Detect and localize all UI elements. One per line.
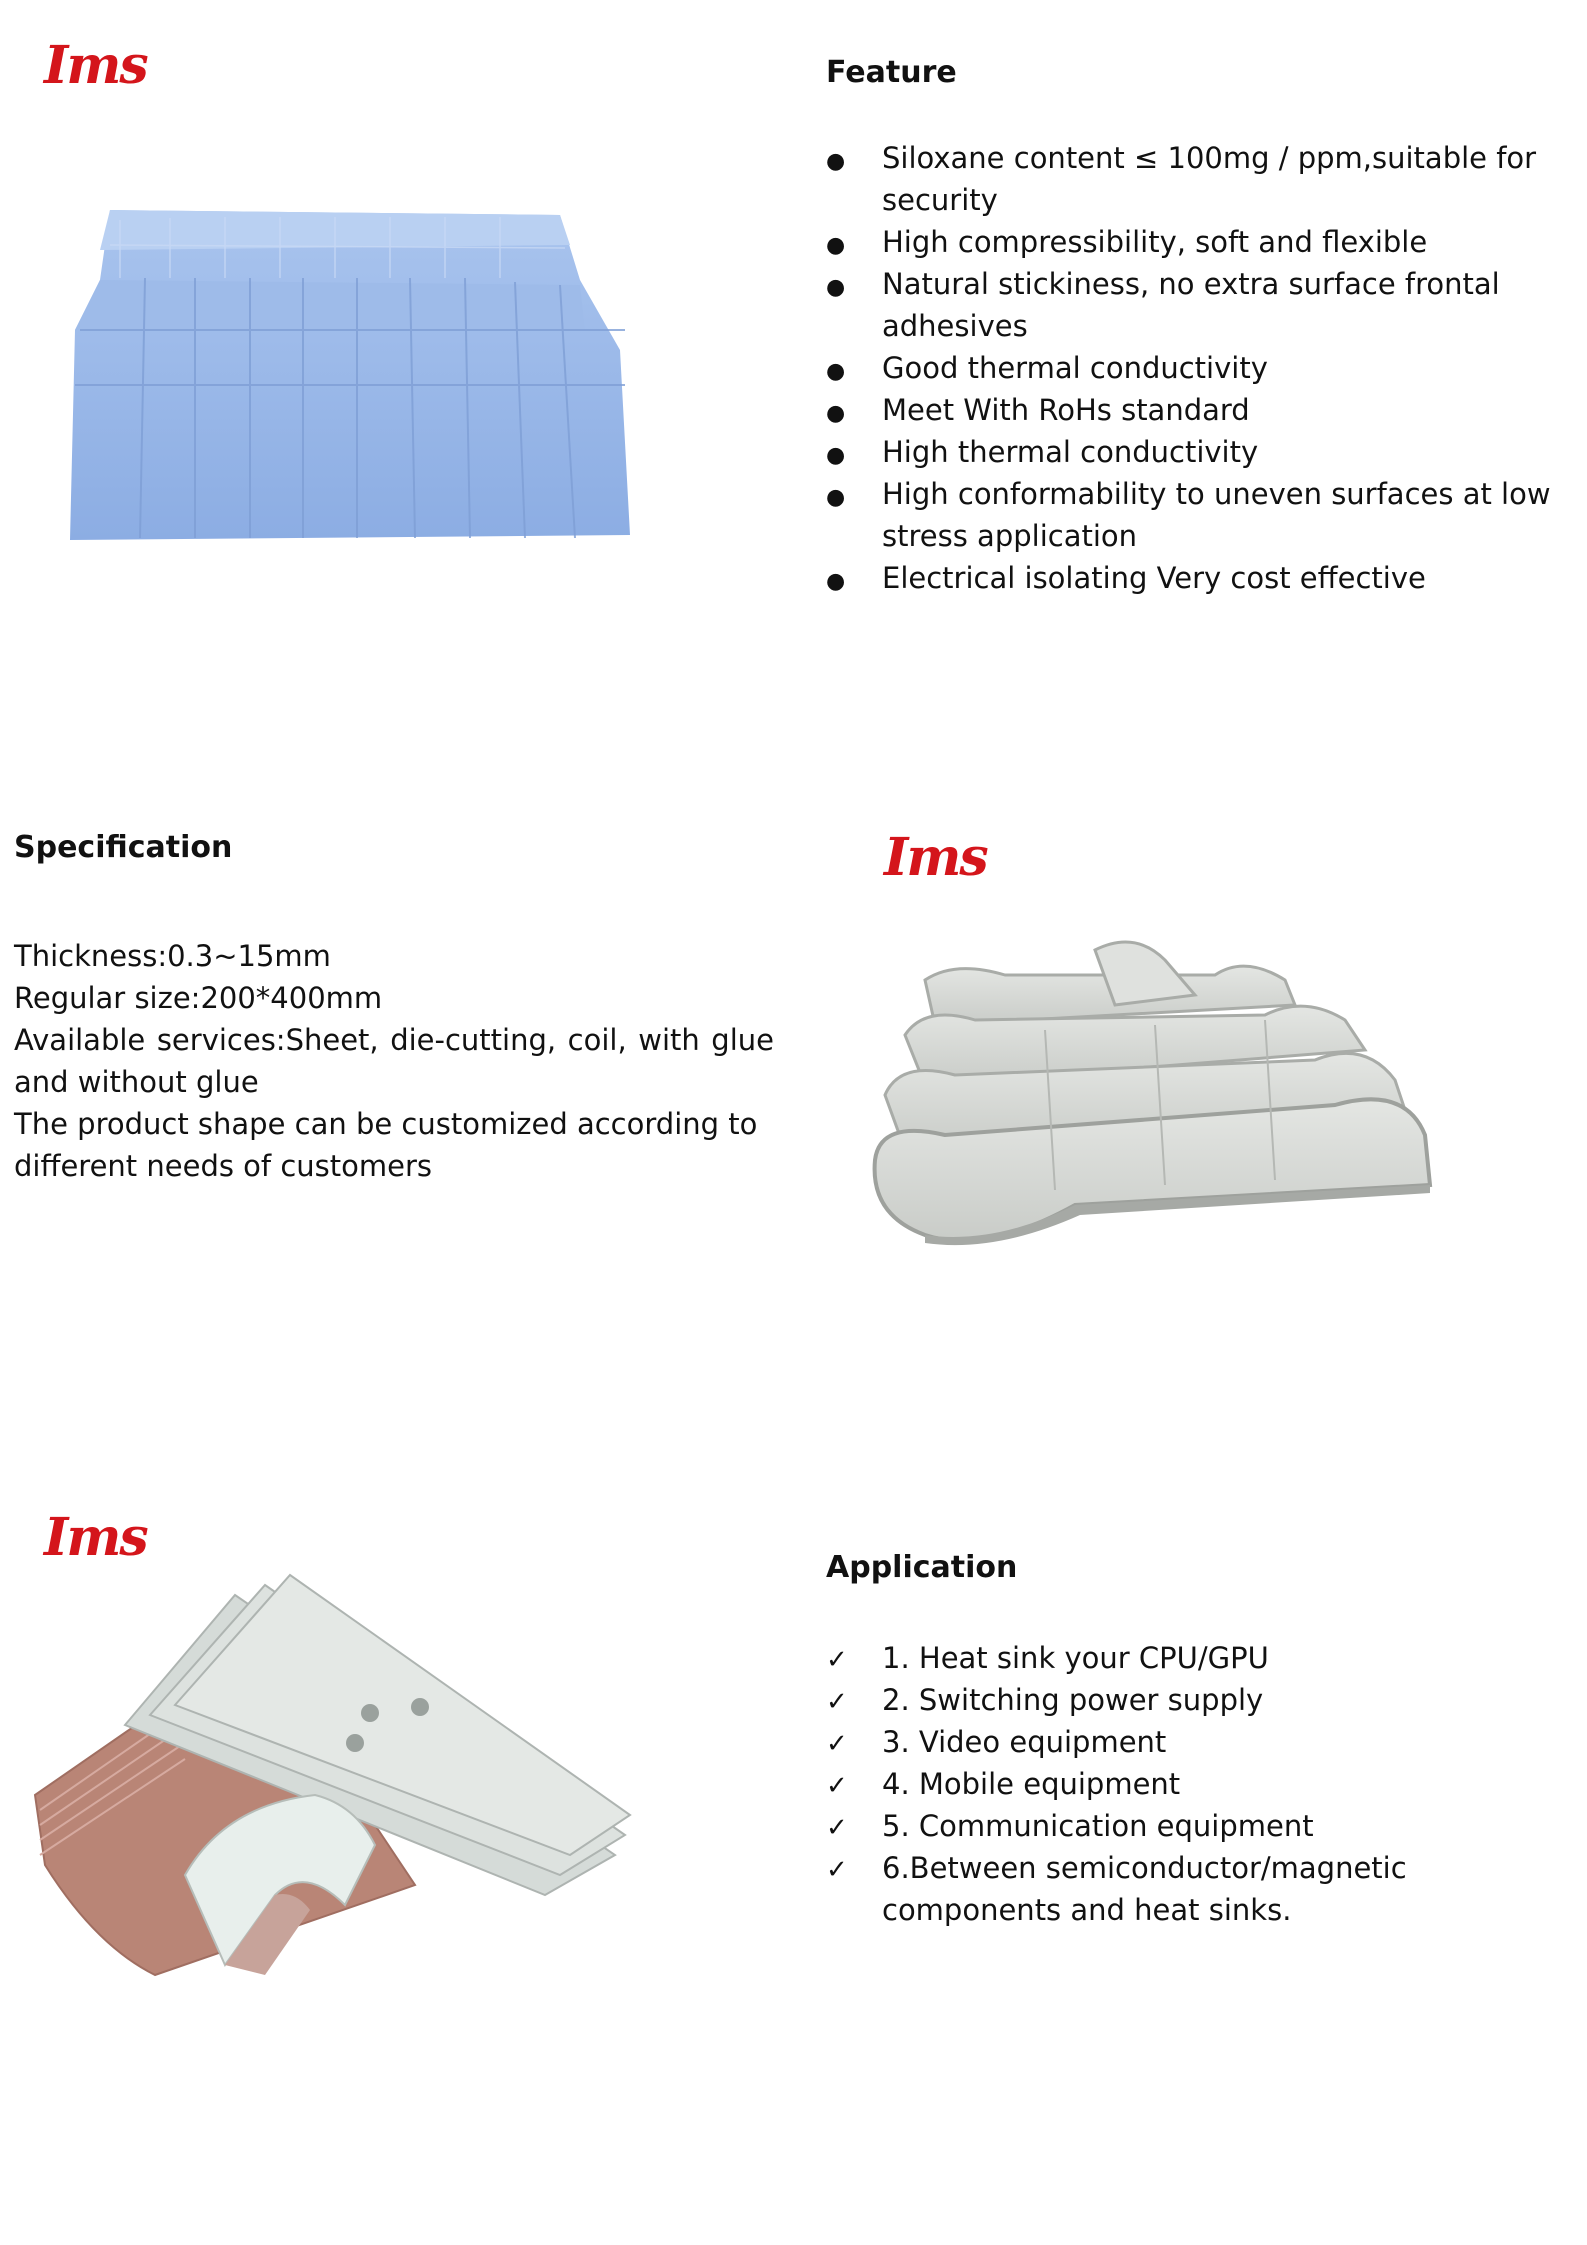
spec-services: Available services:Sheet, die-cutting, coil, with glue and without glue (14, 1023, 774, 1099)
checkmark-icon (826, 1763, 866, 1807)
application-list (826, 1637, 1581, 1931)
bullet-icon (826, 473, 866, 519)
feature-item: ● Electrical isolating Very cost effective (826, 557, 1566, 599)
feature-item: ● Natural stickiness, no extra surface frontal adhesives (826, 263, 1566, 347)
application-heading: Application (826, 1550, 1018, 1585)
bullet-icon (826, 389, 866, 435)
feature-item: ● Meet With RoHs standard (826, 389, 1566, 431)
feature-item: ● Siloxane content ≤ 100mg / ppm,suitable for security (826, 137, 1566, 221)
brand-logo: Ims (884, 827, 987, 888)
spec-size: Regular size:200*400mm (14, 981, 383, 1015)
application-item: ✓ 3. Video equipment (826, 1721, 1581, 1763)
application-item: ✓ 6.Between semiconductor/magnetic components and heat sinks. (826, 1847, 1581, 1931)
bullet-icon (826, 221, 866, 267)
application-item: ✓ 2. Switching power supply (826, 1679, 1581, 1721)
brand-logo: Ims (44, 35, 147, 96)
application-item: ✓ 5. Communication equipment (826, 1805, 1581, 1847)
spec-thickness: Thickness:0.3~15mm (14, 939, 331, 973)
gray-and-pink-pads-image (25, 1565, 635, 1985)
spec-customization: The product shape can be customized according to different needs of customers (14, 1107, 758, 1183)
feature-item: ● High thermal conductivity (826, 431, 1566, 473)
bullet-icon (826, 263, 866, 309)
feature-item: ● High compressibility, soft and flexible (826, 221, 1566, 263)
application-item: ✓ 4. Mobile equipment (826, 1763, 1581, 1805)
feature-item: ● Good thermal conductivity (826, 347, 1566, 389)
checkmark-icon (826, 1847, 866, 1891)
checkmark-icon (826, 1679, 866, 1723)
bullet-icon (826, 137, 866, 183)
checkmark-icon (826, 1805, 866, 1849)
checkmark-icon (826, 1637, 866, 1681)
application-item: ✓ 1. Heat sink your CPU/GPU (826, 1637, 1581, 1679)
specification-heading: Specification (14, 830, 233, 865)
bullet-icon (826, 557, 866, 603)
blue-thermal-pads-image (60, 190, 640, 550)
feature-heading: Feature (826, 55, 957, 90)
gray-folded-pads-image (865, 935, 1440, 1255)
bullet-icon (826, 347, 866, 393)
checkmark-icon (826, 1721, 866, 1765)
specification-text (14, 935, 774, 1187)
feature-list (826, 137, 1566, 599)
feature-item: ● High conformability to uneven surfaces at low stress application (826, 473, 1566, 557)
brand-logo: Ims (44, 1507, 147, 1568)
bullet-icon (826, 431, 866, 477)
